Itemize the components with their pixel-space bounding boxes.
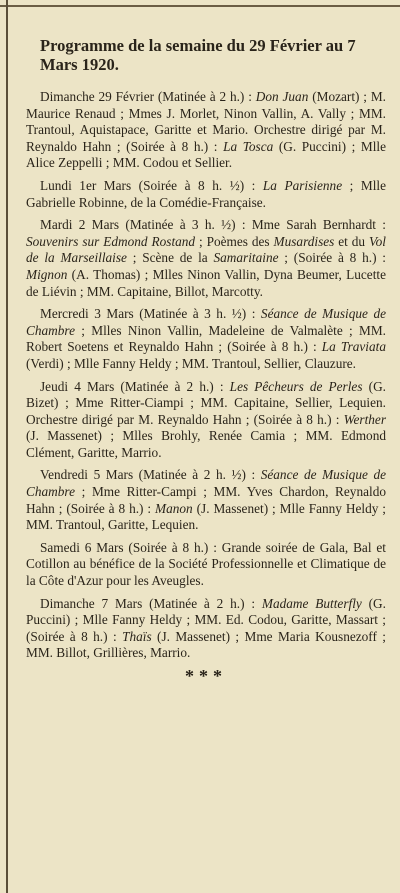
work-title: Souvenirs sur Edmond Rostand (26, 233, 196, 249)
entry-text: Dimanche 29 Février (Matinée à 2 h.) : (40, 89, 256, 104)
entry-text: (G. Puccini) ; Mlle Fanny Heldy ; MM. Ed. Codou, Garitte, Massart ; (Soirée à 8 h.) : (26, 595, 386, 644)
work-title: Musardises (273, 233, 335, 249)
programme-entry (26, 89, 386, 172)
work-title: Mignon (26, 266, 68, 282)
work-title: La Traviata (321, 339, 386, 355)
work-title: La Tosca (223, 138, 274, 154)
entry-text: (Verdi) ; Mlle Fanny Heldy ; MM. Trantoul, Sellier, Clauzure. (26, 355, 357, 371)
programme-list (26, 89, 386, 662)
article-title: Programme de la semaine du 29 Février au 7 Mars 1920. (40, 36, 356, 74)
article-column (26, 36, 386, 685)
programme-entry (26, 467, 386, 533)
entry-text: Samedi 6 Mars (Soirée à 8 h.) : Grande soirée de Gala, Bal et Cotillon au bénéfice de la Société Professionnelle et Climatique de la Côte d'Azur pour les Aveugles. (26, 539, 386, 589)
column-rule (6, 0, 8, 893)
entry-text: ; Scène de la (126, 250, 214, 266)
entry-text: ; Mlle Gabrielle Robinne, de la Comédie-Française. (26, 177, 386, 210)
entry-text: (J. Massenet) ; Mme Maria Kousnezoff ; MM. Billot, Grillières, Marrio. (26, 628, 387, 661)
work-title: La Parisienne (262, 177, 343, 193)
entry-text: et du (334, 233, 369, 249)
programme-entry (26, 596, 386, 662)
entry-text: ; Mme Ritter-Campi ; MM. Yves Chardon, Reynaldo Hahn ; (Soirée à 8 h.) : (26, 484, 386, 516)
entry-text: Lundi 1er Mars (Soirée à 8 h. ½) : (40, 177, 263, 193)
top-rule (0, 5, 400, 7)
entry-text: (G. Bizet) ; Mme Ritter-Ciampi ; MM. Capitaine, Sellier, Lequien. Orchestre dirigé par M. Reynaldo Hahn ; (Soirée à 8 h.) : (26, 378, 386, 427)
work-title: Werther (343, 411, 386, 427)
work-title: Thaïs (122, 628, 152, 644)
work-title: Madame Butterfly (261, 595, 362, 611)
work-title: Les Pêcheurs de Perles (229, 378, 363, 394)
entry-text: (A. Thomas) ; Mlles Ninon Vallin, Dyna Beumer, Lucette de Liévin ; MM. Capitaine, Billot, Marcotty. (26, 266, 386, 299)
entry-text: (G. Puccini) ; Mlle Alice Zeppelli ; MM. Codou et Sellier. (26, 138, 387, 171)
programme-entry (26, 217, 386, 300)
entry-text: Mardi 2 Mars (Matinée à 3 h. ½) : Mme Sarah Bernhardt : (40, 217, 386, 233)
entry-text: (Mozart) ; M. Maurice Renaud ; Mmes J. Morlet, Ninon Vallin, A. Vally ; MM. Trantoul, Aquistapace, Garitte et Mario. Orchestre dirigé par M. Reynaldo Hahn ; (Soirée à 8 h.) : (26, 89, 386, 154)
work-title: Séance de Musique de Chambre (26, 467, 386, 500)
entry-text: ; (Soirée à 8 h.) : (278, 250, 386, 266)
work-title: Don Juan (255, 89, 309, 104)
work-title: Samaritaine (213, 250, 279, 266)
entry-text: (J. Massenet) ; Mlles Brohly, Renée Camia ; MM. Edmond Clément, Garitte, Marrio. (26, 428, 386, 460)
entry-text: ; Poèmes des (195, 233, 274, 249)
entry-text: Jeudi 4 Mars (Matinée à 2 h.) : (40, 378, 230, 394)
programme-entry (26, 306, 386, 372)
section-separator: *** (185, 666, 227, 686)
entry-text: Mercredi 3 Mars (Matinée à 3 h. ½) : (40, 306, 261, 322)
entry-text: ; Mlles Ninon Vallin, Madeleine de Valmalète ; MM. Robert Soetens et Reynaldo Hahn ; (Soirée à 8 h.) : (26, 322, 386, 355)
programme-entry (26, 379, 386, 462)
programme-entry (26, 540, 386, 590)
entry-text: (J. Massenet) ; Mlle Fanny Heldy ; MM. Trantoul, Garitte, Lequien. (26, 500, 386, 533)
programme-entry (26, 178, 386, 211)
work-title: Manon (155, 500, 193, 516)
work-title: Séance de Musique de Chambre (26, 306, 386, 338)
entry-text: Vendredi 5 Mars (Matinée à 2 h. ½) : (40, 467, 261, 483)
entry-text: Dimanche 7 Mars (Matinée à 2 h.) : (40, 595, 262, 611)
work-title: Vol de la Marseillaise (26, 233, 386, 266)
